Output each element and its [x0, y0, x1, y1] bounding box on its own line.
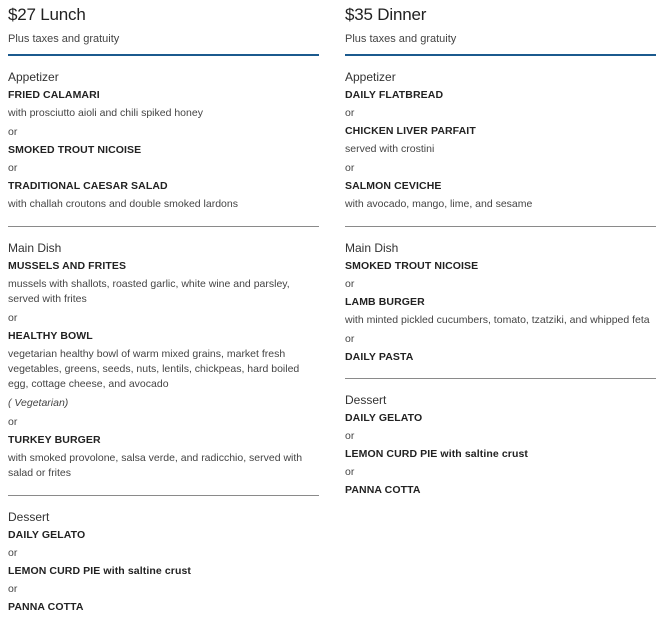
- menu-item-name: PANNA COTTA: [345, 484, 421, 496]
- menu-item-name: LEMON CURD PIE with saltine crust: [345, 448, 528, 460]
- or-separator: or: [8, 162, 18, 174]
- lunch-appetizer-section: [8, 56, 319, 227]
- section-heading: Dessert: [345, 393, 387, 407]
- dinner-appetizer-section: [345, 56, 656, 227]
- menu-item-diet-note: ( Vegetarian): [8, 397, 69, 409]
- section-heading: Dessert: [8, 510, 50, 524]
- menu-item-name: SMOKED TROUT NICOISE: [8, 144, 142, 156]
- dinner-subtitle: Plus taxes and gratuity: [345, 33, 457, 45]
- menu-item-name: DAILY FLATBREAD: [345, 89, 444, 101]
- dinner-menu-column: [345, 0, 656, 501]
- or-separator: or: [345, 278, 355, 290]
- menu-item-name: CHICKEN LIVER PARFAIT: [345, 125, 476, 137]
- menu-item-description: with smoked provolone, salsa verde, and radicchio, served with salad or frites: [8, 452, 303, 479]
- menu-item-description: with avocado, mango, lime, and sesame: [345, 198, 533, 210]
- menu-item-name: LEMON CURD PIE with saltine crust: [8, 565, 191, 577]
- menu-item-name: FRIED CALAMARI: [8, 89, 100, 101]
- lunch-dessert-section: [8, 496, 319, 614]
- lunch-subtitle: Plus taxes and gratuity: [8, 33, 120, 45]
- or-separator: or: [345, 430, 355, 442]
- or-separator: or: [8, 312, 18, 324]
- menu-item-description: with prosciutto aioli and chili spiked honey: [8, 107, 203, 119]
- or-separator: or: [8, 583, 18, 595]
- menu-item-description: mussels with shallots, roasted garlic, white wine and parsley, served with frites: [8, 278, 290, 305]
- menu-item-name: LAMB BURGER: [345, 296, 425, 308]
- lunch-main-dish-section: [8, 227, 319, 496]
- menu-item-name: DAILY GELATO: [8, 529, 86, 541]
- section-heading: Main Dish: [8, 241, 62, 255]
- menu-item-name: MUSSELS AND FRITES: [8, 260, 127, 272]
- section-heading: Main Dish: [345, 241, 399, 255]
- lunch-title: $27 Lunch: [8, 5, 86, 24]
- dinner-title: $35 Dinner: [345, 5, 427, 24]
- dinner-dessert-section: [345, 379, 656, 497]
- or-separator: or: [345, 466, 355, 478]
- or-separator: or: [345, 333, 355, 345]
- menu-item-description: served with crostini: [345, 143, 435, 155]
- menu-item-name: TRADITIONAL CAESAR SALAD: [8, 180, 168, 192]
- dinner-main-dish-section: [345, 227, 656, 379]
- menu-item-name: PANNA COTTA: [8, 601, 84, 613]
- lunch-menu-column: [8, 0, 319, 618]
- menu-item-name: SMOKED TROUT NICOISE: [345, 260, 479, 272]
- section-heading: Appetizer: [345, 70, 396, 84]
- menu-item-name: DAILY GELATO: [345, 412, 423, 424]
- or-separator: or: [345, 107, 355, 119]
- menu-item-name: DAILY PASTA: [345, 351, 414, 363]
- or-separator: or: [8, 547, 18, 559]
- menu-item-description: with minted pickled cucumbers, tomato, tzatziki, and whipped feta: [345, 314, 650, 326]
- menu-item-description: with challah croutons and double smoked lardons: [8, 198, 238, 210]
- menu-item-name: TURKEY BURGER: [8, 434, 101, 446]
- section-heading: Appetizer: [8, 70, 59, 84]
- menu-item-name: HEALTHY BOWL: [8, 330, 93, 342]
- menu-item-description: vegetarian healthy bowl of warm mixed grains, market fresh vegetables, greens, seeds, nuts, lentils, chickpeas, hard boiled egg, cottage cheese, and avocado: [8, 348, 300, 390]
- menu-item-name: SALMON CEVICHE: [345, 180, 442, 192]
- or-separator: or: [345, 162, 355, 174]
- or-separator: or: [8, 126, 18, 138]
- or-separator: or: [8, 416, 18, 428]
